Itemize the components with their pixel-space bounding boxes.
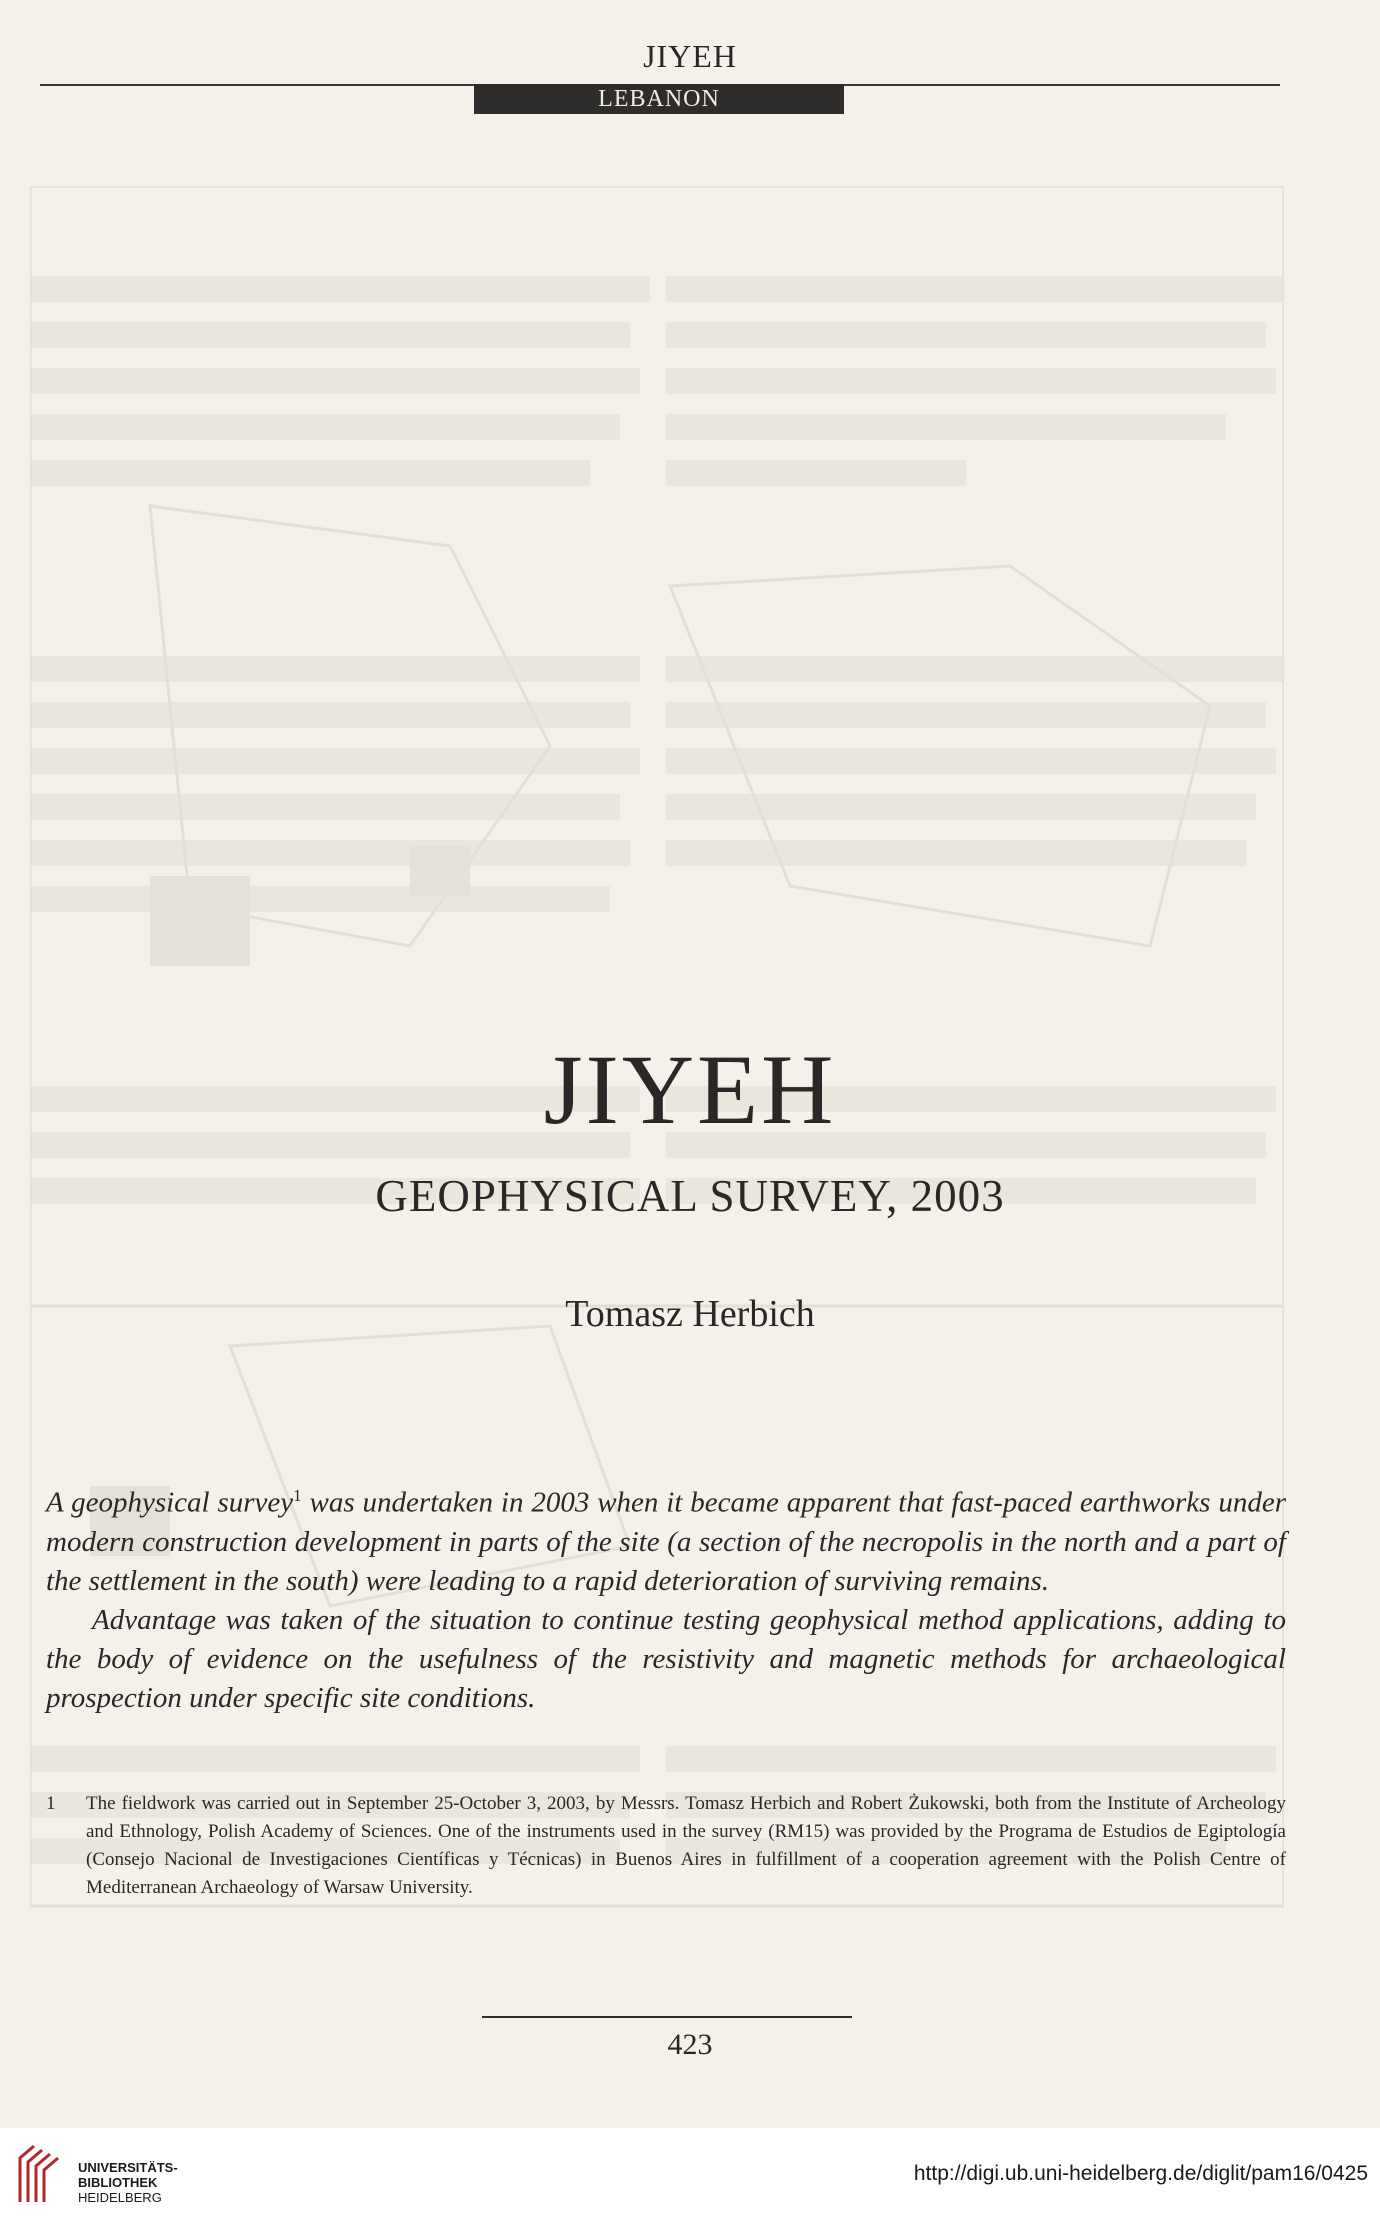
page-number: 423 <box>667 2028 713 2061</box>
article-author: Tomasz Herbich <box>565 1293 815 1335</box>
running-title: JIYEH <box>643 38 737 74</box>
footnote <box>46 1790 1286 1902</box>
footnote-reference[interactable]: 1 <box>293 1486 302 1505</box>
abstract-paragraph: Advantage was taken of the situation to continue testing geophysical method applications, adding to the body of evidence on the usefulness of the resistivity and magnetic methods for archaeological prospection under specific site conditions. <box>46 1603 1286 1714</box>
abstract-text: A geophysical survey <box>46 1486 294 1519</box>
abstract-paragraph <box>46 1476 1286 1601</box>
article-title: JIYEH <box>543 1034 837 1145</box>
footnote-number: 1 <box>46 1793 56 1814</box>
library-name-line: BIBLIOTHEK <box>78 2175 158 2190</box>
abstract-text: was undertaken in 2003 when it became apparent that fast-paced earthworks under modern construction development in parts of the site (a section of the necropolis in the north and a part of the settlement in the south) were leading to a rapid deterioration of surviving remains. <box>46 1486 1286 1597</box>
page-number-rule <box>482 2016 852 2018</box>
library-name-line: HEIDELBERG <box>78 2190 162 2205</box>
heidelberg-library-logo-icon[interactable] <box>14 2142 64 2204</box>
footnote-text: The fieldwork was carried out in September 25-October 3, 2003, by Messrs. Tomasz Herbich and Robert Żukowski, both from the Institute of Archeology and Ethnology, Polish Academy of Sciences. One of the instruments used in the survey (RM15) was provided by the Programa de Estudios de Egiptología (Consejo Nacional de Investigaciones Científicas y Técnicas) in Buenos Aires in fulfillment of a cooperation agreement with the Polish Centre of Mediterranean Archaeology of Warsaw University. <box>86 1793 1286 1898</box>
article-subtitle: GEOPHYSICAL SURVEY, 2003 <box>375 1171 1005 1221</box>
library-footer <box>0 2128 1380 2232</box>
section-label: LEBANON <box>474 84 844 114</box>
library-name-line: UNIVERSITÄTS- <box>78 2160 178 2175</box>
library-name <box>78 2160 178 2205</box>
abstract <box>46 1476 1286 1718</box>
source-url-link[interactable]: http://digi.ub.uni-heidelberg.de/diglit/pam16/0425 <box>913 2162 1368 2185</box>
